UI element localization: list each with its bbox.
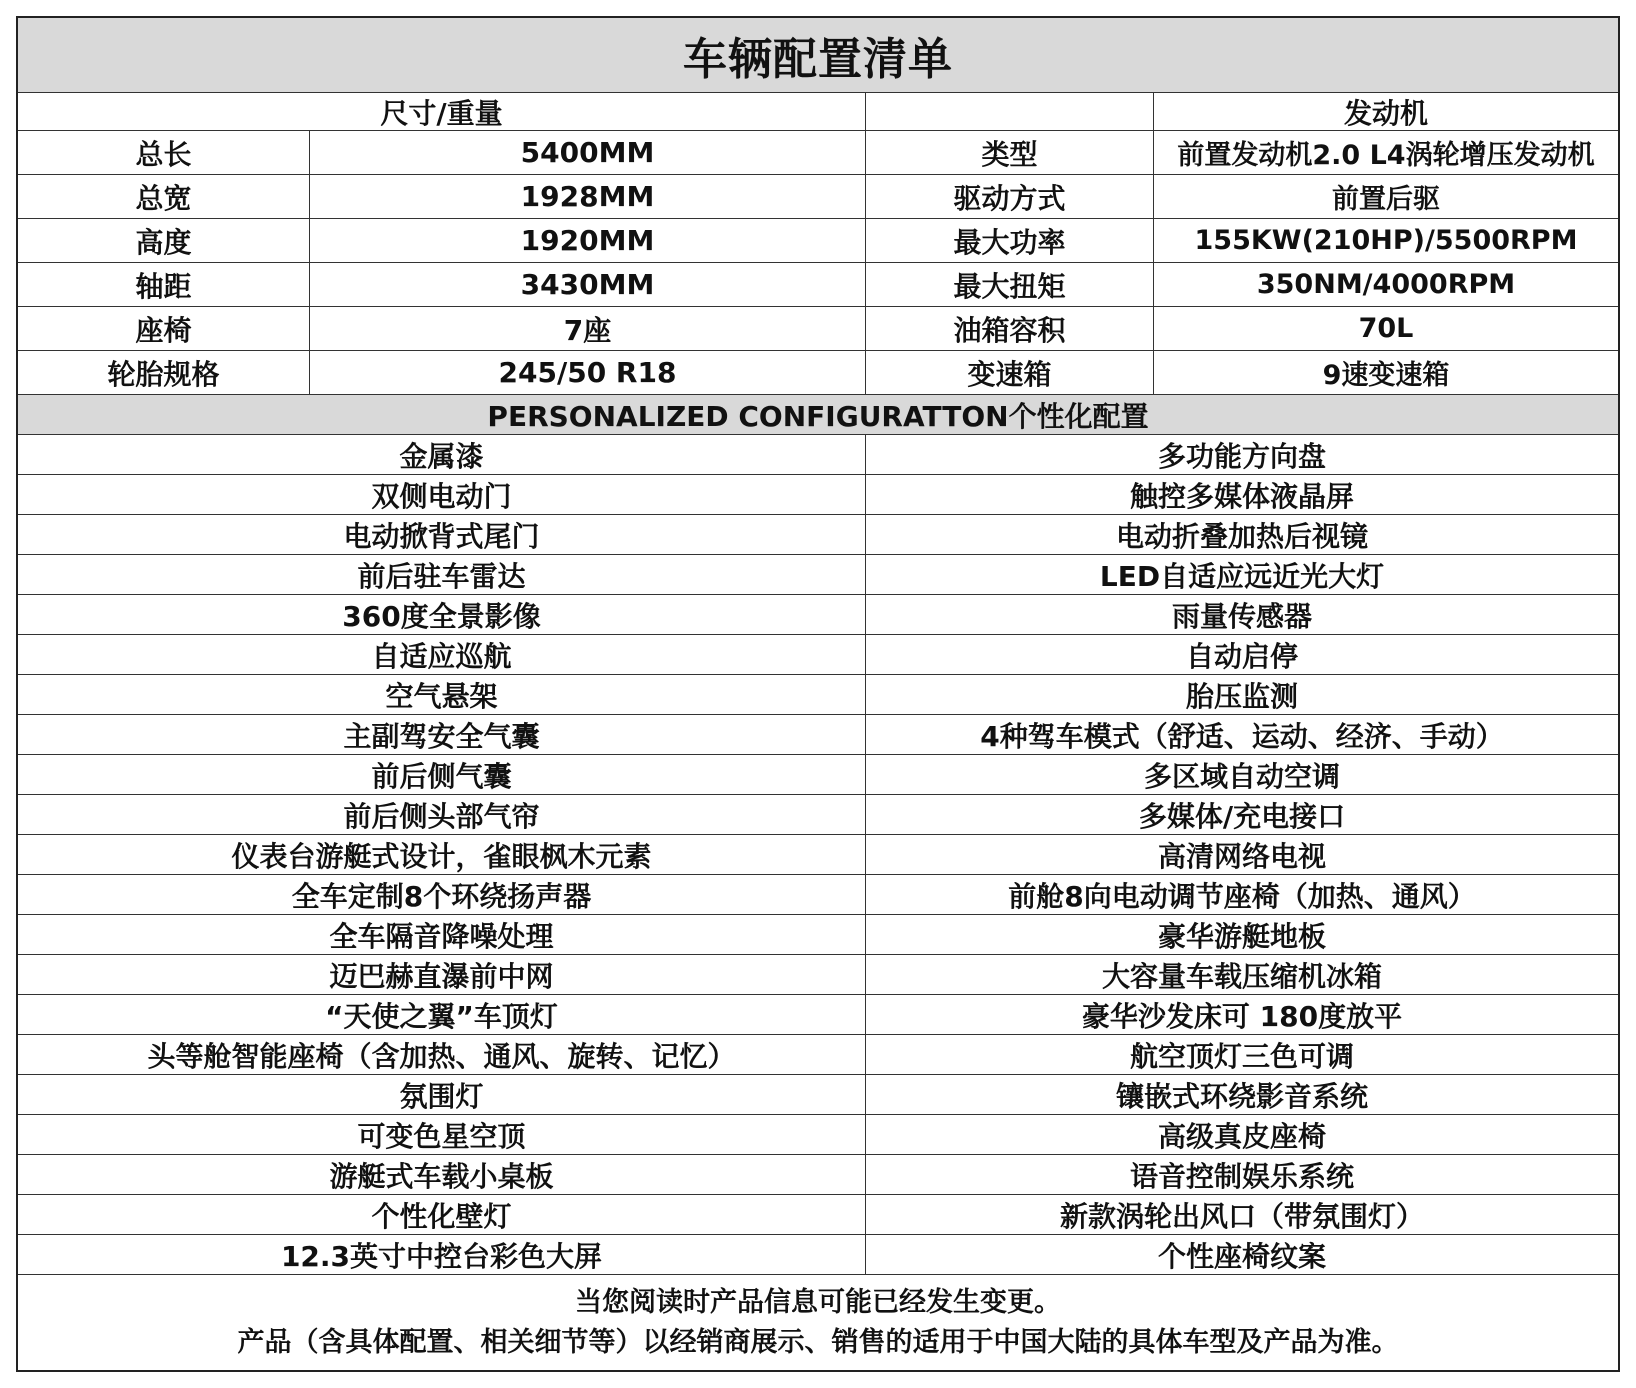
- feature-left: 个性化壁灯: [18, 1195, 866, 1234]
- section-header-row: [18, 93, 1618, 131]
- feature-right: 镶嵌式环绕影音系统: [1115, 1079, 1368, 1113]
- feature-left: 自适应巡航: [18, 635, 866, 674]
- feature-left: 电动掀背式尾门: [18, 515, 866, 554]
- spec-label: 轴距: [18, 263, 310, 306]
- title-row: [18, 18, 1618, 93]
- feature-left: 前后侧气囊: [18, 755, 866, 794]
- spec-label: 座椅: [18, 307, 310, 350]
- feature-row: [18, 515, 1618, 555]
- feature-left: 游艇式车载小桌板: [18, 1155, 866, 1194]
- spec-row: [18, 219, 1618, 263]
- feature-right: 4种驾车模式（舒适、运动、经济、手动）: [980, 719, 1504, 753]
- dimensions-header: 尺寸/重量: [18, 93, 866, 130]
- feature-right: 新款涡轮出风口（带氛围灯）: [1059, 1199, 1424, 1233]
- feature-row: [18, 1195, 1618, 1235]
- feature-right: LED自适应远近光大灯: [1099, 559, 1385, 593]
- feature-left: 空气悬架: [18, 675, 866, 714]
- disclaimer: [18, 1275, 1618, 1370]
- engine-header: 发动机: [1343, 96, 1428, 130]
- feature-left: 迈巴赫直瀑前中网: [18, 955, 866, 994]
- engine-label: 油箱容积: [866, 307, 1154, 350]
- feature-left: 前后侧头部气帘: [18, 795, 866, 834]
- spec-label: 总宽: [18, 175, 310, 218]
- feature-right: 高级真皮座椅: [1157, 1119, 1326, 1153]
- feature-row: [18, 715, 1618, 755]
- config-table: [16, 16, 1620, 1372]
- feature-left: 仪表台游艇式设计，雀眼枫木元素: [18, 835, 866, 874]
- feature-row: [18, 995, 1618, 1035]
- feature-row: [18, 475, 1618, 515]
- feature-row: [18, 955, 1618, 995]
- feature-row: [18, 675, 1618, 715]
- engine-label: 最大功率: [866, 219, 1154, 262]
- engine-label: 变速箱: [866, 351, 1154, 394]
- feature-left: 全车定制8个环绕扬声器: [18, 875, 866, 914]
- feature-left: 可变色星空顶: [18, 1115, 866, 1154]
- feature-left: 金属漆: [18, 435, 866, 474]
- spec-value: 245/50 R18: [310, 351, 866, 394]
- feature-right: 个性座椅纹案: [1157, 1239, 1326, 1273]
- feature-row: [18, 1035, 1618, 1075]
- feature-row: [18, 835, 1618, 875]
- personalized-header-row: [18, 395, 1618, 435]
- empty-header-cell: [866, 93, 1154, 130]
- feature-right: 高清网络电视: [1157, 839, 1326, 873]
- spec-label: 轮胎规格: [18, 351, 310, 394]
- engine-label: 类型: [866, 131, 1154, 174]
- feature-left: 氛围灯: [18, 1075, 866, 1114]
- feature-right: 触控多媒体液晶屏: [1129, 479, 1354, 513]
- feature-row: [18, 1115, 1618, 1155]
- feature-right: 多功能方向盘: [1157, 439, 1326, 473]
- feature-right: 前舱8向电动调节座椅（加热、通风）: [1008, 879, 1476, 913]
- engine-value: 9速变速箱: [1322, 360, 1450, 391]
- feature-left: 360度全景影像: [18, 595, 866, 634]
- feature-right: 雨量传感器: [1171, 599, 1312, 633]
- feature-right: 电动折叠加热后视镜: [1115, 519, 1368, 553]
- feature-row: [18, 555, 1618, 595]
- feature-rows: [18, 435, 1618, 1275]
- engine-value: 155KW(210HP)/5500RPM: [1194, 225, 1578, 256]
- feature-left: 主副驾安全气囊: [18, 715, 866, 754]
- feature-row: [18, 915, 1618, 955]
- feature-left: “天使之翼”车顶灯: [18, 995, 866, 1034]
- feature-right: 大容量车载压缩机冰箱: [1101, 959, 1382, 993]
- spec-rows: [18, 131, 1618, 395]
- spec-value: 1928MM: [310, 175, 866, 218]
- feature-row: [18, 1075, 1618, 1115]
- feature-row: [18, 875, 1618, 915]
- personalized-header: PERSONALIZED CONFIGURATTON个性化配置: [487, 399, 1149, 433]
- feature-row: [18, 1235, 1618, 1275]
- feature-row: [18, 755, 1618, 795]
- disclaimer-line-2: 产品（含具体配置、相关细节等）以经销商展示、销售的适用于中国大陆的具体车型及产品为准。: [237, 1326, 1399, 1358]
- feature-right: 多媒体/充电接口: [1138, 799, 1346, 833]
- spec-row: [18, 175, 1618, 219]
- feature-right: 语音控制娱乐系统: [1129, 1159, 1354, 1193]
- feature-row: [18, 435, 1618, 475]
- feature-row: [18, 1155, 1618, 1195]
- engine-value: 前置发动机2.0 L4涡轮增压发动机: [1177, 140, 1595, 171]
- feature-left: 全车隔音降噪处理: [18, 915, 866, 954]
- spec-row: [18, 307, 1618, 351]
- engine-label: 最大扭矩: [866, 263, 1154, 306]
- spec-value: 3430MM: [310, 263, 866, 306]
- feature-right: 航空顶灯三色可调: [1129, 1039, 1354, 1073]
- spec-value: 1920MM: [310, 219, 866, 262]
- feature-row: [18, 595, 1618, 635]
- feature-row: [18, 635, 1618, 675]
- spec-row: [18, 263, 1618, 307]
- spec-value: 7座: [310, 307, 866, 350]
- spec-label: 总长: [18, 131, 310, 174]
- feature-left: 12.3英寸中控台彩色大屏: [18, 1235, 866, 1274]
- feature-right: 多区域自动空调: [1143, 759, 1340, 793]
- feature-left: 前后驻车雷达: [18, 555, 866, 594]
- feature-left: 头等舱智能座椅（含加热、通风、旋转、记忆）: [18, 1035, 866, 1074]
- feature-right: 自动启停: [1185, 639, 1298, 673]
- spec-label: 高度: [18, 219, 310, 262]
- engine-value: 前置后驱: [1332, 184, 1440, 215]
- engine-label: 驱动方式: [866, 175, 1154, 218]
- engine-value: 350NM/4000RPM: [1256, 269, 1516, 300]
- disclaimer-line-1: 当您阅读时产品信息可能已经发生变更。: [575, 1286, 1061, 1318]
- feature-right: 豪华沙发床可 180度放平: [1081, 999, 1403, 1033]
- page-title: 车辆配置清单: [683, 34, 953, 85]
- feature-right: 胎压监测: [1185, 679, 1298, 713]
- engine-value: 70L: [1358, 313, 1414, 344]
- spec-value: 5400MM: [310, 131, 866, 174]
- spec-row: [18, 131, 1618, 175]
- feature-right: 豪华游艇地板: [1157, 919, 1326, 953]
- feature-left: 双侧电动门: [18, 475, 866, 514]
- spec-row: [18, 351, 1618, 395]
- feature-row: [18, 795, 1618, 835]
